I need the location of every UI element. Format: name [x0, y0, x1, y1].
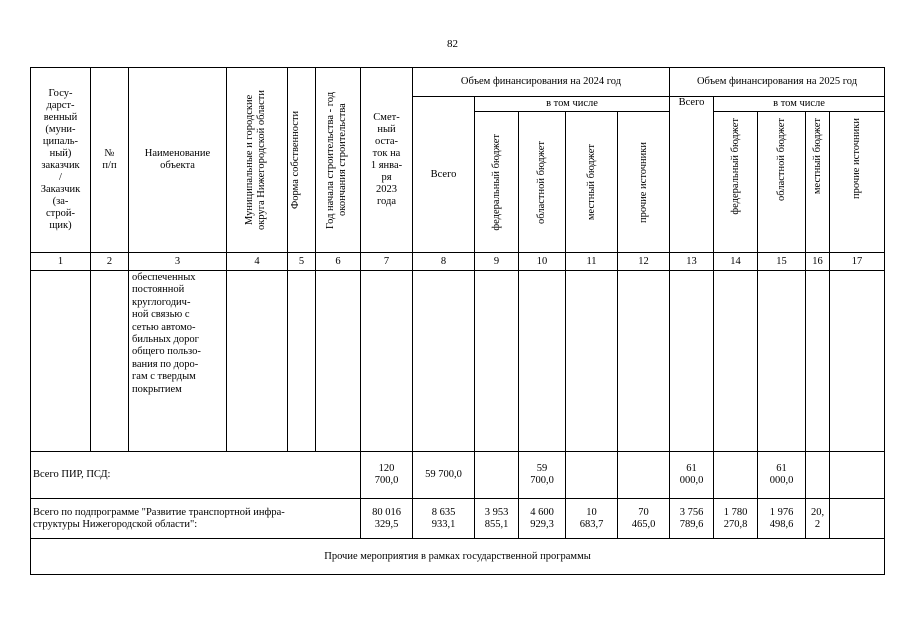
col-num: 6	[316, 253, 361, 271]
col-num: 5	[288, 253, 316, 271]
header-ownership: Форма собственности	[288, 68, 316, 253]
col-num: 17	[830, 253, 885, 271]
col-num: 2	[91, 253, 129, 271]
subprogram-total-row	[31, 499, 885, 539]
cell-c15: 1 976 498,6	[758, 499, 806, 539]
pir-total-label: Всего ПИР, ПСД:	[31, 452, 361, 499]
header-2025-federal: федеральный бюджет	[714, 112, 758, 253]
cell-c15: 61 000,0	[758, 452, 806, 499]
cell-c13: 61 000,0	[670, 452, 714, 499]
page-number: 82	[447, 38, 458, 50]
col-num: 1	[31, 253, 91, 271]
subprogram-total-label: Всего по подпрограмме "Развитие транспортной инфра- структуры Нижегородской области":	[31, 499, 361, 539]
header-2024-other: прочие источники	[618, 112, 670, 253]
header-customer: Госу- дарст- венный (муни- ципаль- ный) заказчик / Заказчик (за- строй- щик)	[31, 68, 91, 253]
header-fin-2025: Объем финансирования на 2025 год	[670, 68, 885, 97]
header-remaining: Смет- ный оста- ток на 1 янва- ря 2023 года	[361, 68, 413, 253]
cell-c12: 70 465,0	[618, 499, 670, 539]
col-num: 12	[618, 253, 670, 271]
col-num: 7	[361, 253, 413, 271]
header-years: Год начала строительства - год окончания строительства	[316, 68, 361, 253]
cell-c10: 59 700,0	[519, 452, 566, 499]
header-2025-other: прочие источники	[830, 112, 885, 253]
col-num: 13	[670, 253, 714, 271]
column-numbers-row	[31, 253, 885, 271]
cell-c9: 3 953 855,1	[475, 499, 519, 539]
col-num: 3	[129, 253, 227, 271]
financing-table	[30, 67, 885, 575]
cell-c11: 10 683,7	[566, 499, 618, 539]
section-row	[31, 539, 885, 575]
header-2024-federal: федеральный бюджет	[475, 112, 519, 253]
header-2025-total: Всего	[670, 97, 714, 253]
cell-c7: 80 016 329,5	[361, 499, 413, 539]
cell-c7: 120 700,0	[361, 452, 413, 499]
col-num: 10	[519, 253, 566, 271]
cell-c16: 20, 2	[806, 499, 830, 539]
header-2024-local: местный бюджет	[566, 112, 618, 253]
header-2025-regional: областной бюджет	[758, 112, 806, 253]
header-municipality: Муниципальные и городские округа Нижегородской области	[227, 68, 288, 253]
col-num: 15	[758, 253, 806, 271]
cell-c13: 3 756 789,6	[670, 499, 714, 539]
header-2025-local: местный бюджет	[806, 112, 830, 253]
header-2025-incl: в том числе	[714, 97, 885, 112]
col-num: 14	[714, 253, 758, 271]
cell-c14: 1 780 270,8	[714, 499, 758, 539]
col-num: 11	[566, 253, 618, 271]
header-2024-total: Всего	[413, 97, 475, 253]
header-2024-incl: в том числе	[475, 97, 670, 112]
object-row	[31, 271, 885, 452]
pir-total-row	[31, 452, 885, 499]
col-num: 16	[806, 253, 830, 271]
col-num: 8	[413, 253, 475, 271]
col-num: 4	[227, 253, 288, 271]
cell-c8: 59 700,0	[413, 452, 475, 499]
section-title: Прочие мероприятия в рамках государственной программы	[31, 539, 885, 575]
header-fin-2024: Объем финансирования на 2024 год	[413, 68, 670, 97]
header-2024-regional: областной бюджет	[519, 112, 566, 253]
col-num: 9	[475, 253, 519, 271]
header-number: № п/п	[91, 68, 129, 253]
cell-c10: 4 600 929,3	[519, 499, 566, 539]
object-name: обеспеченных постоянной круглогодич- ной связью с сетью автомо- бильных дорог общего пользо- вания по доро- гам с твердым покрытием	[129, 271, 227, 452]
header-object-name: Наименование объекта	[129, 68, 227, 253]
cell-c8: 8 635 933,1	[413, 499, 475, 539]
